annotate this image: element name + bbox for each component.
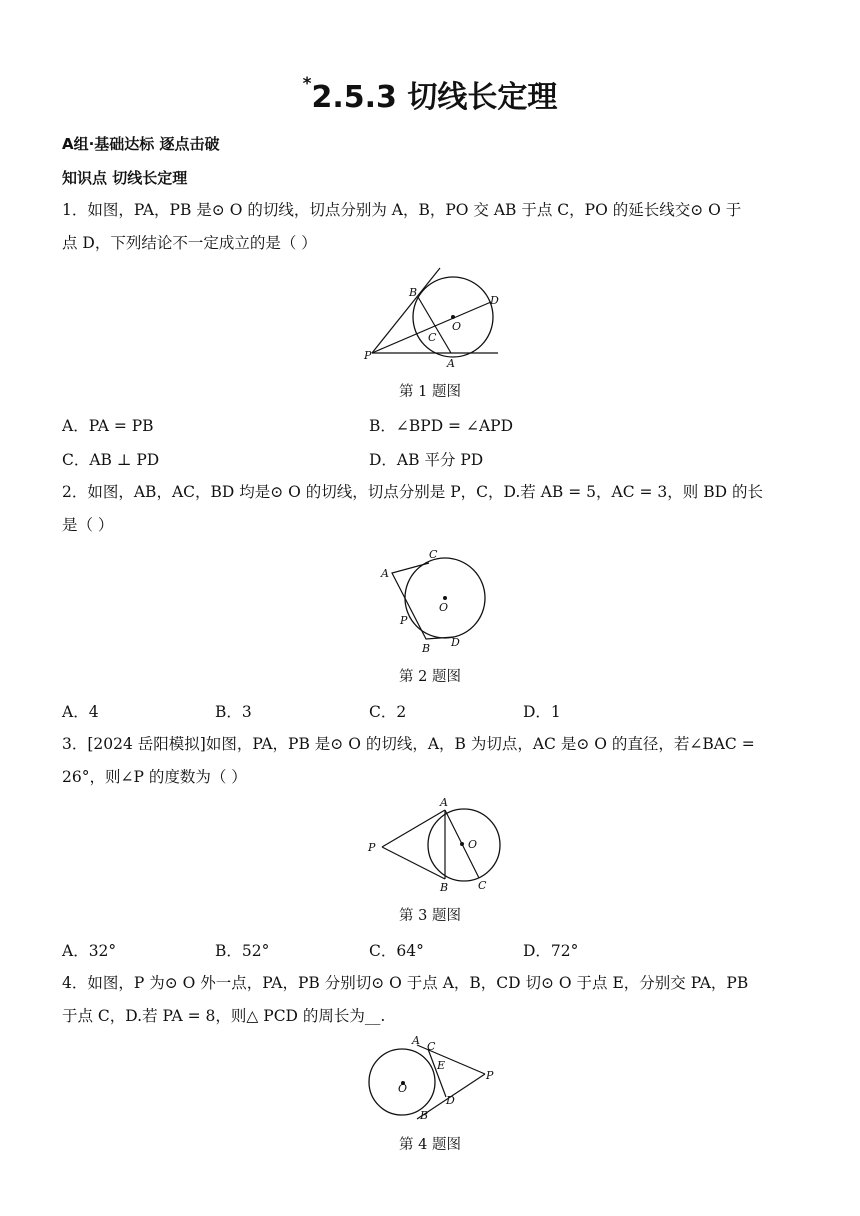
q1-text-line2: 点 D，下列结论不一定成立的是（ ） (62, 234, 317, 252)
q1-line-pd (372, 302, 491, 353)
q1-figure (360, 264, 505, 372)
q2-figure (372, 545, 492, 657)
q1-label-o: O (452, 320, 462, 333)
q3-circle (428, 809, 500, 881)
q1-label-d: D (490, 294, 499, 307)
q3-option-d[interactable]: D．72° (523, 942, 579, 960)
q1-option-c[interactable]: C．AB ⊥ PD (62, 451, 160, 469)
q1-chord-ab (418, 297, 451, 353)
q4-label-a: A (412, 1034, 420, 1047)
q3-label-o: O (468, 838, 478, 851)
q3-label-p: P (368, 841, 376, 854)
q3-option-a[interactable]: A．32° (62, 942, 117, 960)
q4-label-c: C (427, 1040, 436, 1053)
q3-tangent-pb (382, 847, 445, 879)
q3-center-dot (460, 842, 464, 846)
q1-option-b[interactable]: B．∠BPD = ∠APD (369, 417, 514, 435)
q2-text-line1: 2．如图，AB，AC，BD 均是⊙ O 的切线，切点分别是 P，C，D.若 AB = 5，AC = 3，则 BD 的长 (62, 483, 763, 501)
q2-option-d[interactable]: D．1 (523, 703, 561, 721)
q2-option-a[interactable]: A．4 (62, 703, 99, 721)
knowledge-point-heading: 知识点 切线长定理 (62, 169, 188, 187)
q3-text-line1: 3．[2024 岳阳模拟]如图，PA，PB 是⊙ O 的切线，A，B 为切点，AC 是⊙ O 的直径，若∠BAC = (62, 735, 755, 753)
q3-label-a: A (440, 796, 448, 809)
q3-figure (362, 795, 502, 900)
q4-label-d: D (446, 1094, 455, 1107)
q2-center-dot (443, 596, 447, 600)
q1-label-p: P (364, 349, 372, 362)
section-heading: A组·基础达标 逐点击破 (62, 135, 220, 153)
q4-label-b: B (420, 1109, 429, 1122)
q2-label-a: A (381, 567, 389, 580)
page-title: *2.5.3 切线长定理 (302, 74, 558, 115)
q4-label-e: E (437, 1059, 446, 1072)
q2-label-o: O (439, 601, 449, 614)
q3-label-c: C (478, 879, 487, 892)
q4-text-line1: 4．如图，P 为⊙ O 外一点，PA，PB 分别切⊙ O 于点 A，B，CD 切⊙ O 于点 E，分别交 PA，PB (62, 974, 749, 992)
q2-option-c[interactable]: C．2 (369, 703, 407, 721)
q2-label-p: P (400, 614, 408, 627)
q3-tangent-pa (382, 810, 445, 847)
q2-label-c: C (429, 548, 438, 561)
q1-label-c: C (428, 331, 437, 344)
q1-option-a[interactable]: A．PA = PB (62, 417, 154, 435)
q2-option-b[interactable]: B．3 (215, 703, 252, 721)
q1-option-d[interactable]: D．AB 平分 PD (369, 451, 484, 469)
q1-caption: 第 1 题图 (399, 384, 461, 400)
q4-label-o: O (398, 1082, 408, 1095)
q4-figure (362, 1034, 502, 1126)
q3-option-c[interactable]: C．64° (369, 942, 424, 960)
q3-text-line2: 26°，则∠P 的度数为（ ） (62, 768, 247, 786)
q1-label-b: B (409, 286, 418, 299)
q3-label-b: B (440, 881, 449, 894)
q2-text-line2: 是（ ） (62, 516, 114, 534)
q1-text-line1: 1．如图，PA，PB 是⊙ O 的切线，切点分别为 A，B，PO 交 AB 于点 C，PO 的延长线交⊙ O 于 (62, 201, 742, 219)
q4-label-p: P (486, 1069, 494, 1082)
q1-center-dot (451, 315, 455, 319)
q2-label-b: B (422, 642, 431, 655)
q3-option-b[interactable]: B．52° (215, 942, 270, 960)
q1-label-a: A (447, 357, 455, 370)
q4-caption: 第 4 题图 (399, 1137, 461, 1153)
q2-label-d: D (451, 636, 460, 649)
q2-caption: 第 2 题图 (399, 669, 461, 685)
q3-caption: 第 3 题图 (399, 908, 461, 924)
q4-text-line2: 于点 C，D.若 PA = 8，则△ PCD 的周长为__. (62, 1007, 386, 1025)
